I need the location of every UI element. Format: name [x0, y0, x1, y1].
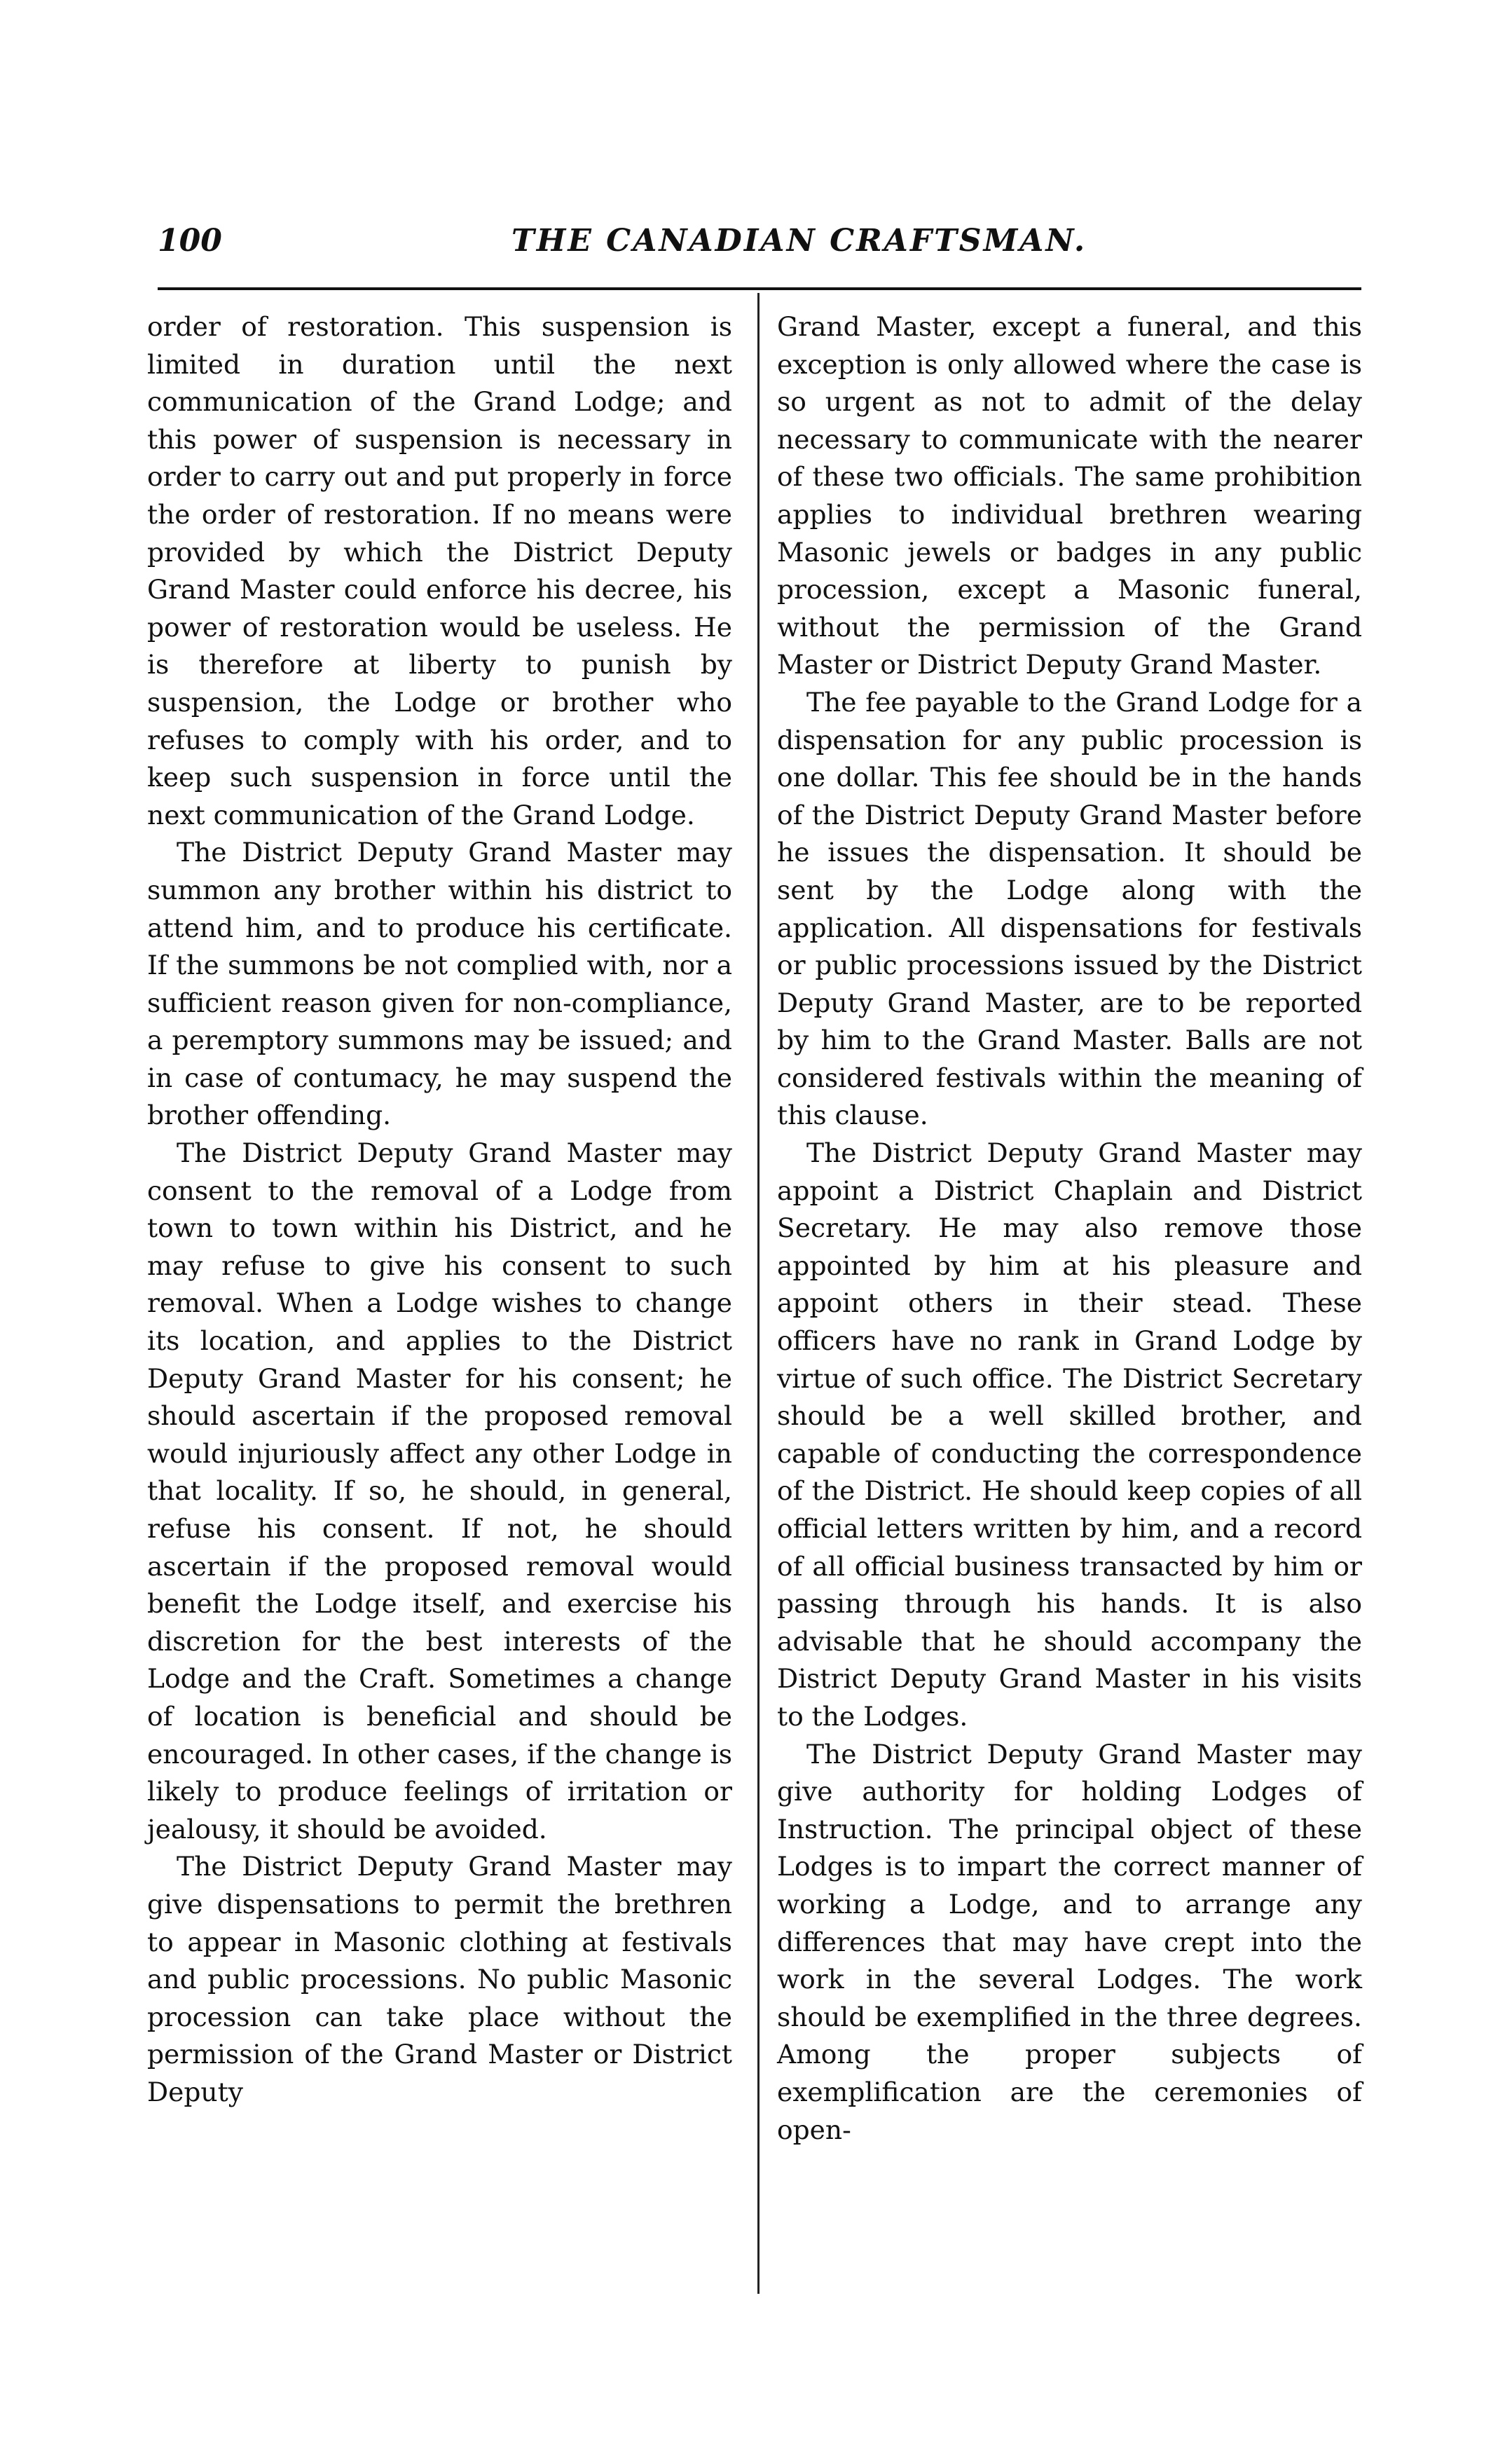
- left-column: [147, 308, 732, 2112]
- page-header: [158, 223, 1361, 272]
- right-column: [777, 308, 1362, 2149]
- paragraph: Grand Master, except a funeral, and this exception is only allowed where the case is so urgent as not to admit of the delay necessary to communicate with the nearer of these two officials. The same prohibition applies to individual brethren wearing Masonic jewels or badges in any public procession, except a Masonic funeral, without the permission of the Grand Master or District Deputy Grand Master.: [777, 311, 1362, 681]
- paragraph: The fee payable to the Grand Lodge for a dispensation for any public procession is one dollar. This fee should be in the hands of the District Deputy Grand Master before he issues the dispensation. It should be sent by the Lodge along with the application. All dispensations for festivals or public processions issued by the District Deputy Grand Master, are to be reported by him to the Grand Master. Balls are not considered festivals within the meaning of this clause.: [777, 686, 1362, 1131]
- paragraph: The District Deputy Grand Master may appoint a District Chaplain and District Secretary. He may also remove those appointed by him at his pleasure and appoint others in their stead. These officers have no rank in Grand Lodge by virtue of such office. The District Secretary should be a well skilled brother, and capable of conducting the correspondence of the District. He should keep copies of all official letters written by him, and a record of all official business transacted by him or passing through his hands. It is also advisable that he should accompany the District Deputy Grand Master in his visits to the Lodges.: [777, 1137, 1362, 1732]
- header-rule: [158, 287, 1361, 290]
- paragraph: The District Deputy Grand Master may summon any brother within his district to attend him, and to produce his certificate. If the summons be not complied with, nor a sufficient reason given for non-compliance, a peremptory summons may be issued; and in case of contumacy, he may suspend the brother offending.: [147, 837, 732, 1131]
- paragraph: order of restoration. This suspension is limited in duration until the next communication of the Grand Lodge; and this power of suspension is necessary in order to carry out and put properly in force the order of restoration. If no means were provided by which the District Deputy Grand Master could enforce his decree, his power of restoration would be useless. He is therefore at liberty to punish by suspension, the Lodge or brother who refuses to comply with his order, and to keep such suspension in force until the next communication of the Grand Lodge.: [147, 311, 732, 830]
- page-number: 100: [158, 223, 222, 259]
- paragraph: The District Deputy Grand Master may give dispensations to permit the brethren to appear in Masonic clothing at festivals and public processions. No public Masonic procession can take place without the permission of the Grand Master or District Deputy: [147, 1851, 732, 2107]
- running-title: THE CANADIAN CRAFTSMAN.: [511, 223, 1087, 259]
- paragraph: The District Deputy Grand Master may give authority for holding Lodges of Instruction. The principal object of these Lodges is to impart the correct manner of working a Lodge, and to arrange any differences that may have crept into the work in the several Lodges. The work should be exemplified in the three degrees. Among the proper subjects of exemplification are the ceremonies of open-: [777, 1738, 1362, 2145]
- column-divider: [757, 293, 760, 2294]
- paragraph: The District Deputy Grand Master may consent to the removal of a Lodge from town to town within his District, and he may refuse to give his consent to such removal. When a Lodge wishes to change its location, and applies to the District Deputy Grand Master for his consent; he should ascertain if the proposed removal would injuriously affect any other Lodge in that locality. If so, he should, in general, refuse his consent. If not, he should ascertain if the proposed removal would benefit the Lodge itself, and exercise his discretion for the best interests of the Lodge and the Craft. Sometimes a change of location is beneficial and should be encouraged. In other cases, if the change is likely to produce feelings of irritation or jealousy, it should be avoided.: [147, 1137, 732, 1845]
